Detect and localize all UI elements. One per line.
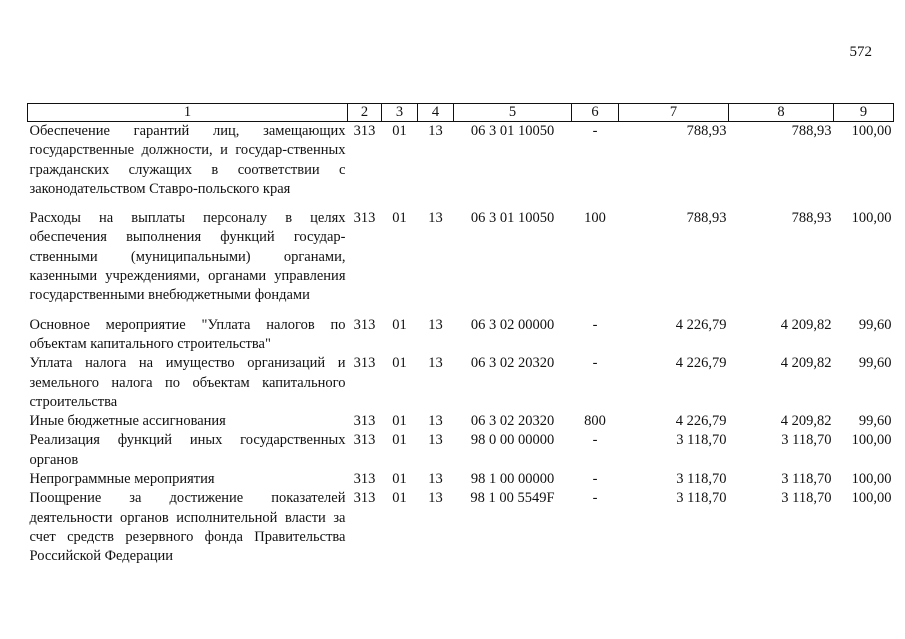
cell-col6: - <box>592 471 598 488</box>
cell-col9: 100,00 <box>851 490 892 507</box>
row-name: Обеспечение гарантий лиц, замещающих государственные должности, и государ-ственных гражданских служащих в соответствии с законодательством Ставро-польского края <box>29 123 346 197</box>
table-row <box>28 122 894 210</box>
cell-col8: 3 118,70 <box>781 471 832 488</box>
col-header-7: 7 <box>619 104 729 122</box>
cell-col3: 01 <box>392 432 407 449</box>
cell-col3: 01 <box>392 471 407 488</box>
cell-col7: 4 226,79 <box>675 355 727 372</box>
cell-col7: 3 118,70 <box>676 432 727 449</box>
cell-col4: 13 <box>428 413 443 430</box>
col-header-9: 9 <box>834 104 894 122</box>
cell-col5: 06 3 01 10050 <box>470 210 555 227</box>
cell-col4: 13 <box>428 432 443 449</box>
row-name: Иные бюджетные ассигнования <box>29 413 226 430</box>
col-header-8: 8 <box>729 104 834 122</box>
row-name: Поощрение за достижение показателей деятельности органов исполнительной власти за счет средств резервного фонда Правительства Российской Федерации <box>29 490 346 565</box>
cell-col2: 313 <box>353 413 376 430</box>
cell-col3: 01 <box>392 210 407 227</box>
cell-col6: - <box>592 316 598 333</box>
cell-col6: 100 <box>584 210 606 227</box>
cell-col4: 13 <box>428 355 443 372</box>
table-row <box>28 470 894 489</box>
cell-col9: 99,60 <box>858 316 892 333</box>
table-row <box>28 316 894 355</box>
cell-col3: 01 <box>392 490 407 507</box>
cell-col5: 06 3 02 00000 <box>470 316 555 333</box>
cell-col5: 06 3 01 10050 <box>470 123 555 139</box>
cell-col5: 06 3 02 20320 <box>470 413 555 430</box>
table-row <box>28 431 894 470</box>
cell-col4: 13 <box>428 471 443 488</box>
cell-col2: 313 <box>353 210 376 227</box>
cell-col5: 98 1 00 00000 <box>470 471 555 488</box>
cell-col9: 99,60 <box>858 355 892 372</box>
row-name: Расходы на выплаты персоналу в целях обеспечения выполнения функций государ-ственными (муниципальными) органами, казенными учреждениями, органами управления государственными внебюджетными фондами <box>29 210 346 304</box>
row-name: Реализация функций иных государственных органов <box>29 432 346 468</box>
cell-col2: 313 <box>353 316 376 333</box>
cell-col2: 313 <box>353 432 376 449</box>
table-row <box>28 354 894 412</box>
cell-col2: 313 <box>353 123 376 139</box>
cell-col9: 100,00 <box>851 471 892 488</box>
cell-col6: - <box>592 123 598 139</box>
cell-col2: 313 <box>353 355 376 372</box>
header-row <box>28 104 894 122</box>
page-number: 572 <box>849 44 872 60</box>
cell-col8: 788,93 <box>791 210 832 227</box>
cell-col8: 788,93 <box>791 123 832 139</box>
cell-col6: - <box>592 432 598 449</box>
cell-col2: 313 <box>353 471 376 488</box>
cell-col2: 313 <box>353 490 376 507</box>
col-header-2: 2 <box>348 104 382 122</box>
cell-col7: 788,93 <box>686 123 727 139</box>
cell-col7: 3 118,70 <box>676 471 727 488</box>
cell-col8: 4 209,82 <box>780 355 832 372</box>
cell-col7: 788,93 <box>686 210 727 227</box>
cell-col3: 01 <box>392 316 407 333</box>
col-header-4: 4 <box>418 104 454 122</box>
row-name: Уплата налога на имущество организаций и земельного налога по объектам капитального строительства <box>29 355 346 410</box>
cell-col4: 13 <box>428 210 443 227</box>
col-header-3: 3 <box>382 104 418 122</box>
cell-col5: 98 0 00 00000 <box>470 432 555 449</box>
cell-col5: 06 3 02 20320 <box>470 355 555 372</box>
cell-col5: 98 1 00 5549F <box>470 490 555 507</box>
col-header-1: 1 <box>28 104 348 122</box>
cell-col3: 01 <box>392 355 407 372</box>
row-name: Непрограммные мероприятия <box>29 471 215 488</box>
table-row <box>28 489 894 566</box>
budget-table <box>27 103 894 567</box>
cell-col8: 4 209,82 <box>780 316 832 333</box>
table-row <box>28 412 894 431</box>
cell-col6: - <box>592 490 598 507</box>
cell-col9: 99,60 <box>858 413 892 430</box>
cell-col3: 01 <box>392 413 407 430</box>
cell-col8: 3 118,70 <box>781 432 832 449</box>
row-name: Основное мероприятие "Уплата налогов по объектам капитального строительства" <box>29 316 346 352</box>
cell-col9: 100,00 <box>851 210 892 227</box>
col-header-6: 6 <box>572 104 619 122</box>
table-row <box>28 209 894 315</box>
cell-col4: 13 <box>428 123 443 139</box>
cell-col8: 4 209,82 <box>780 413 832 430</box>
cell-col4: 13 <box>428 316 443 333</box>
cell-col9: 100,00 <box>851 123 892 139</box>
cell-col4: 13 <box>428 490 443 507</box>
cell-col8: 3 118,70 <box>781 490 832 507</box>
cell-col7: 4 226,79 <box>675 316 727 333</box>
cell-col6: - <box>592 355 598 372</box>
cell-col9: 100,00 <box>851 432 892 449</box>
cell-col3: 01 <box>392 123 407 139</box>
cell-col7: 4 226,79 <box>675 413 727 430</box>
cell-col7: 3 118,70 <box>676 490 727 507</box>
col-header-5: 5 <box>454 104 572 122</box>
cell-col6: 800 <box>584 413 606 430</box>
